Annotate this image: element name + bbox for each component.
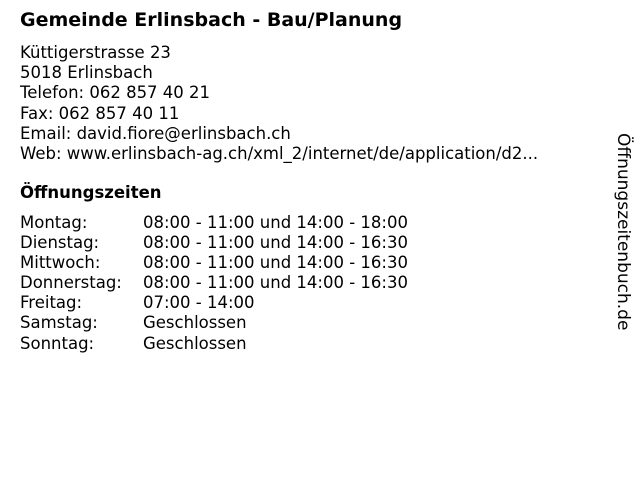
fax-number: Fax: 062 857 40 11 xyxy=(20,103,180,123)
phone-number: Telefon: 062 857 40 21 xyxy=(20,83,211,103)
hours-day: Montag: xyxy=(20,213,88,232)
address-city: 5018 Erlinsbach xyxy=(20,63,153,83)
hours-time: 08:00 - 11:00 und 14:00 - 16:30 xyxy=(143,233,408,253)
email-address: Email: david.fiore@erlinsbach.ch xyxy=(20,123,291,143)
hours-day: Dienstag: xyxy=(20,233,100,253)
opening-hours-table xyxy=(20,213,408,354)
hours-day: Samstag: xyxy=(20,313,98,333)
hours-row-wednesday xyxy=(20,253,408,273)
hours-row-thursday xyxy=(20,273,408,293)
hours-time: 08:00 - 11:00 und 14:00 - 18:00 xyxy=(143,213,408,232)
hours-time: Geschlossen xyxy=(143,333,247,353)
hours-day: Sonntag: xyxy=(20,333,95,353)
hours-day: Mittwoch: xyxy=(20,253,101,273)
contact-block xyxy=(20,43,538,164)
opening-hours-heading: Öffnungszeiten xyxy=(20,183,162,202)
site-watermark: Öffnungszeitenbuch.de xyxy=(613,133,633,331)
hours-day: Freitag: xyxy=(20,293,83,313)
hours-row-sunday xyxy=(20,334,408,354)
hours-day: Donnerstag: xyxy=(20,273,122,293)
hours-row-friday xyxy=(20,293,408,313)
hours-row-monday xyxy=(20,213,408,233)
hours-time: 08:00 - 11:00 und 14:00 - 16:30 xyxy=(143,273,408,293)
hours-row-tuesday xyxy=(20,233,408,253)
address-street: Küttigerstrasse 23 xyxy=(20,43,171,62)
hours-time: 07:00 - 14:00 xyxy=(143,293,255,313)
page-title: Gemeinde Erlinsbach - Bau/Planung xyxy=(20,9,403,31)
hours-time: Geschlossen xyxy=(143,313,247,333)
hours-time: 08:00 - 11:00 und 14:00 - 16:30 xyxy=(143,253,408,273)
website-url: Web: www.erlinsbach-ag.ch/xml_2/internet/de/application/d2... xyxy=(20,144,539,164)
hours-row-saturday xyxy=(20,313,408,333)
